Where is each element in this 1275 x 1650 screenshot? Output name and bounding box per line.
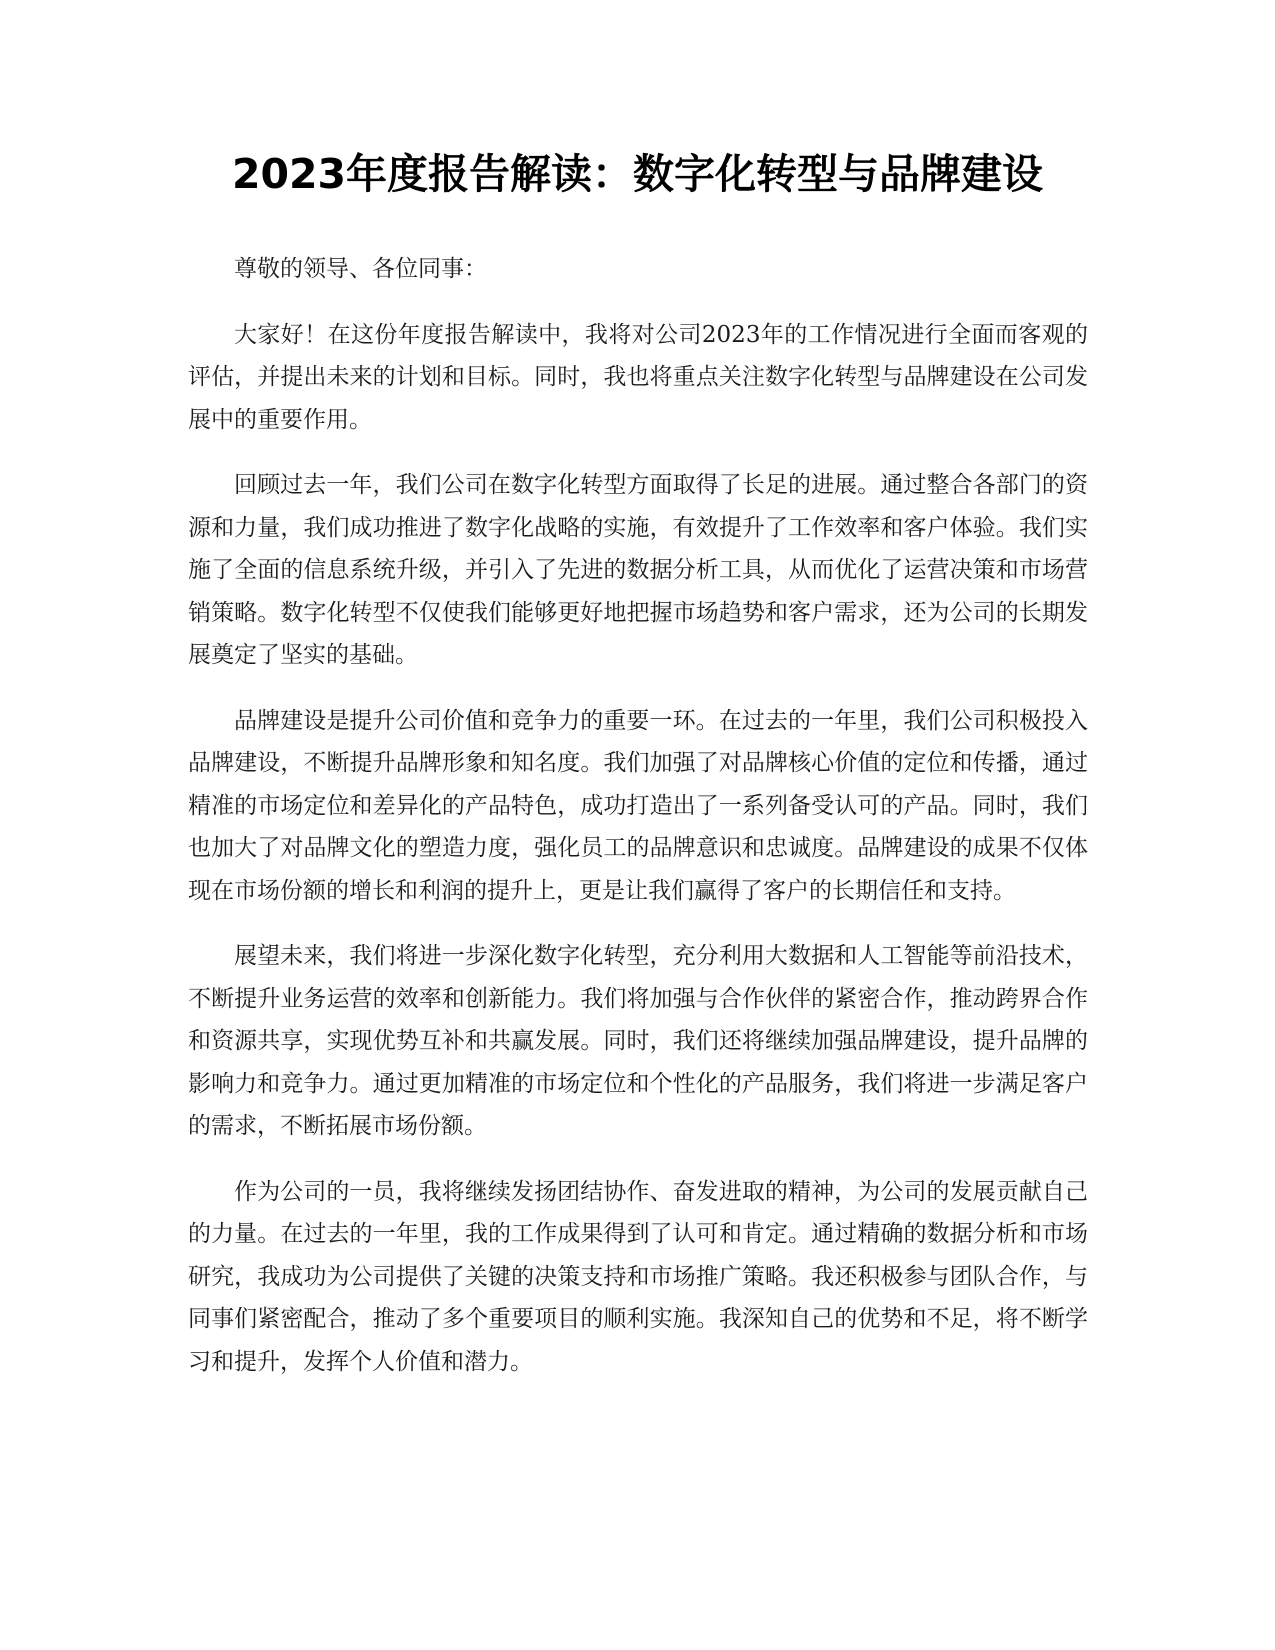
intro-paragraph: 大家好！在这份年度报告解读中，我将对公司2023年的工作情况进行全面而客观的评估，并提出未来的计划和目标。同时，我也将重点关注数字化转型与品牌建设在公司发展中的重要作用。 xyxy=(188,321,1088,433)
salutation-paragraph: 尊敬的领导、各位同事： xyxy=(234,256,487,282)
digital-transformation-paragraph: 回顾过去一年，我们公司在数字化转型方面取得了长足的进展。通过整合各部门的资源和力量，我们成功推进了数字化战略的实施，有效提升了工作效率和客户体验。我们实施了全面的信息系统升级，并引入了先进的数据分析工具，从而优化了运营决策和市场营销策略。数字化转型不仅使我们能够更好地把握市场趋势和客户需求，还为公司的长期发展奠定了坚实的基础。 xyxy=(188,472,1088,668)
personal-contribution-paragraph: 作为公司的一员，我将继续发扬团结协作、奋发进取的精神，为公司的发展贡献自己的力量。在过去的一年里，我的工作成果得到了认可和肯定。通过精确的数据分析和市场研究，我成功为公司提供了关键的决策支持和市场推广策略。我还积极参与团队合作，与同事们紧密配合，推动了多个重要项目的顺利实施。我深知自己的优势和不足，将不断学习和提升，发挥个人价值和潜力。 xyxy=(188,1178,1088,1375)
document-title: 2023年度报告解读：数字化转型与品牌建设 xyxy=(231,150,1044,198)
outlook-paragraph: 展望未来，我们将进一步深化数字化转型，充分利用大数据和人工智能等前沿技术，不断提升业务运营的效率和创新能力。我们将加强与合作伙伴的紧密合作，推动跨界合作和资源共享，实现优势互补和共赢发展。同时，我们还将继续加强品牌建设，提升品牌的影响力和竞争力。通过更加精准的市场定位和个性化的产品服务，我们将进一步满足客户的需求，不断拓展市场份额。 xyxy=(188,943,1088,1139)
brand-building-paragraph: 品牌建设是提升公司价值和竞争力的重要一环。在过去的一年里，我们公司积极投入品牌建设，不断提升品牌形象和知名度。我们加强了对品牌核心价值的定位和传播，通过精准的市场定位和差异化的产品特色，成功打造出了一系列备受认可的产品。同时，我们也加大了对品牌文化的塑造力度，强化员工的品牌意识和忠诚度。品牌建设的成果不仅体现在市场份额的增长和利润的提升上，更是让我们赢得了客户的长期信任和支持。 xyxy=(188,707,1088,904)
document-body xyxy=(188,248,1088,1406)
